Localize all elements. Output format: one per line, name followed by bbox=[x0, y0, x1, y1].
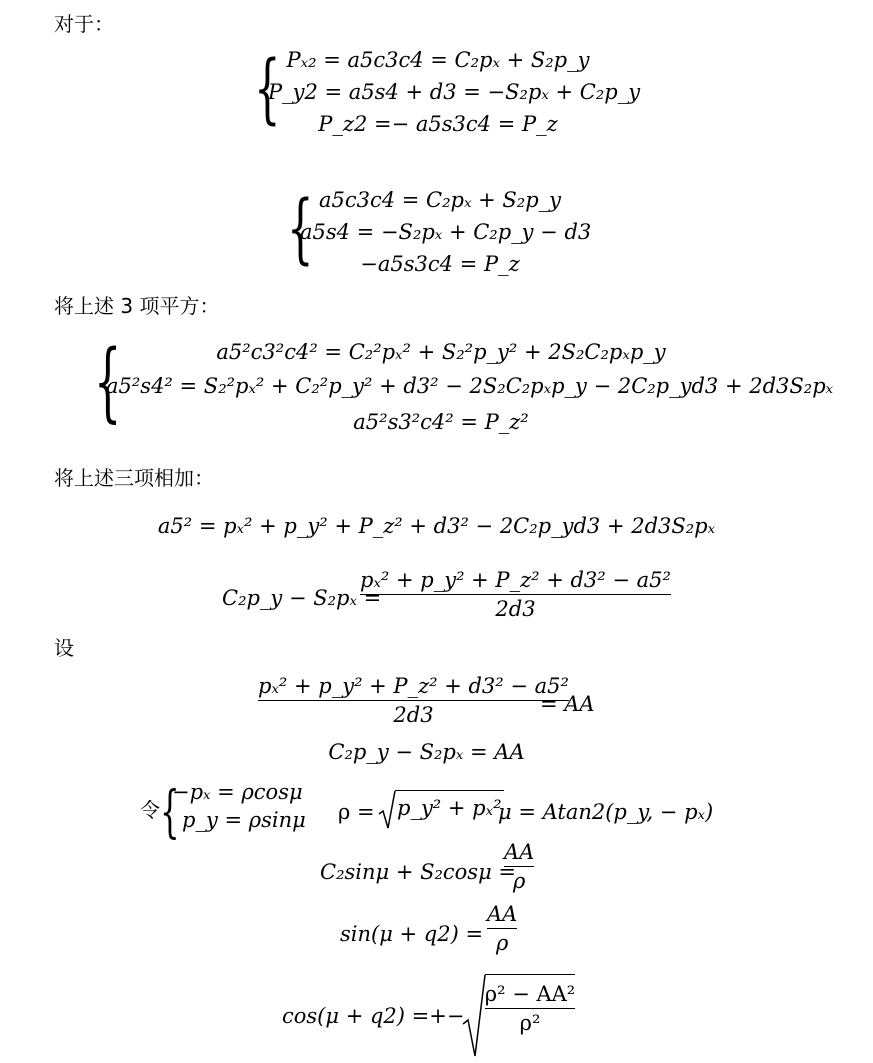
let-label: 设 bbox=[54, 636, 74, 660]
fraction-bar bbox=[487, 928, 517, 929]
fraction-numerator: AA bbox=[504, 840, 535, 864]
fraction-numerator: AA bbox=[487, 902, 518, 926]
add-label: 将上述三项相加： bbox=[54, 466, 214, 490]
equation-lhs: sin(μ + q2) = bbox=[340, 922, 484, 946]
radical-sign bbox=[462, 974, 486, 1058]
equation-line: C₂p_y − S₂pₓ = AA bbox=[328, 740, 525, 764]
fraction-denominator: 2d3 bbox=[393, 703, 434, 727]
let-ling-label: 令 bbox=[140, 798, 160, 822]
rho-radicand: p_y² + pₓ² bbox=[395, 790, 504, 825]
mu-definition: μ = Atan2(p_y, − pₓ) bbox=[498, 800, 714, 824]
radical-overline bbox=[485, 974, 575, 976]
fraction-bar bbox=[360, 594, 671, 595]
fraction-numerator: pₓ² + p_y² + P_z² + d3² − a5² bbox=[360, 568, 671, 592]
equation-rhs: = AA bbox=[540, 692, 595, 716]
equation-lhs: C₂sinμ + S₂cosμ = bbox=[320, 860, 517, 884]
equation-line: P_z2 =− a5s3c4 = P_z bbox=[318, 112, 558, 136]
equation-line: a5s4 = −S₂pₓ + C₂p_y − d3 bbox=[300, 220, 592, 244]
radical-sign bbox=[378, 790, 396, 830]
equation-lhs: C₂p_y − S₂pₓ = bbox=[222, 586, 382, 610]
fraction-denominator: ρ bbox=[495, 931, 509, 955]
fraction bbox=[487, 902, 517, 955]
equation-lhs: cos(μ + q2) =+− bbox=[282, 1004, 465, 1028]
left-brace: { bbox=[254, 43, 281, 132]
fraction bbox=[485, 982, 575, 1035]
fraction-bar bbox=[504, 866, 534, 867]
equation-line: a5c3c4 = C₂pₓ + S₂p_y bbox=[318, 188, 561, 212]
fraction-numerator: pₓ² + p_y² + P_z² + d3² − a5² bbox=[258, 674, 569, 698]
equation-line: −a5s3c4 = P_z bbox=[360, 252, 520, 276]
fraction bbox=[504, 840, 534, 893]
fraction-bar bbox=[258, 700, 569, 701]
equation-line: −pₓ = ρcosμ bbox=[172, 780, 303, 804]
left-brace: { bbox=[94, 332, 122, 432]
square-label: 将上述 3 项平方： bbox=[54, 294, 220, 318]
fraction-denominator: ρ bbox=[512, 869, 526, 893]
sum-equation: a5² = pₓ² + p_y² + P_z² + d3² − 2C₂p_yd3 + 2d3S₂pₓ bbox=[157, 514, 716, 538]
equation-line: Pₓ₂ = a5c3c4 = C₂pₓ + S₂p_y bbox=[286, 48, 590, 72]
rho-lhs: ρ = bbox=[338, 800, 375, 824]
equation-line: a5²c3²c4² = C₂²pₓ² + S₂²p_y² + 2S₂C₂pₓp_y bbox=[216, 340, 666, 364]
fraction-bar bbox=[485, 1008, 575, 1009]
equation-line: p_y = ρsinμ bbox=[182, 808, 306, 832]
equation-line: a5²s3²c4² = P_z² bbox=[353, 410, 529, 434]
left-brace: { bbox=[287, 183, 314, 272]
left-brace: { bbox=[160, 780, 180, 845]
fraction bbox=[258, 674, 569, 727]
fraction-numerator: ρ² − AA² bbox=[484, 982, 576, 1006]
equation-line: a5²s4² = S₂²pₓ² + C₂²p_y² + d3² − 2S₂C₂pₓp_y − 2C₂p_yd3 + 2d3S₂pₓ bbox=[106, 374, 834, 398]
fraction bbox=[360, 568, 671, 621]
intro-label: 对于： bbox=[54, 12, 114, 36]
equation-line: P_y2 = a5s4 + d3 = −S₂pₓ + C₂p_y bbox=[268, 80, 641, 104]
fraction-denominator: 2d3 bbox=[495, 597, 536, 621]
fraction-denominator: ρ² bbox=[519, 1011, 541, 1035]
